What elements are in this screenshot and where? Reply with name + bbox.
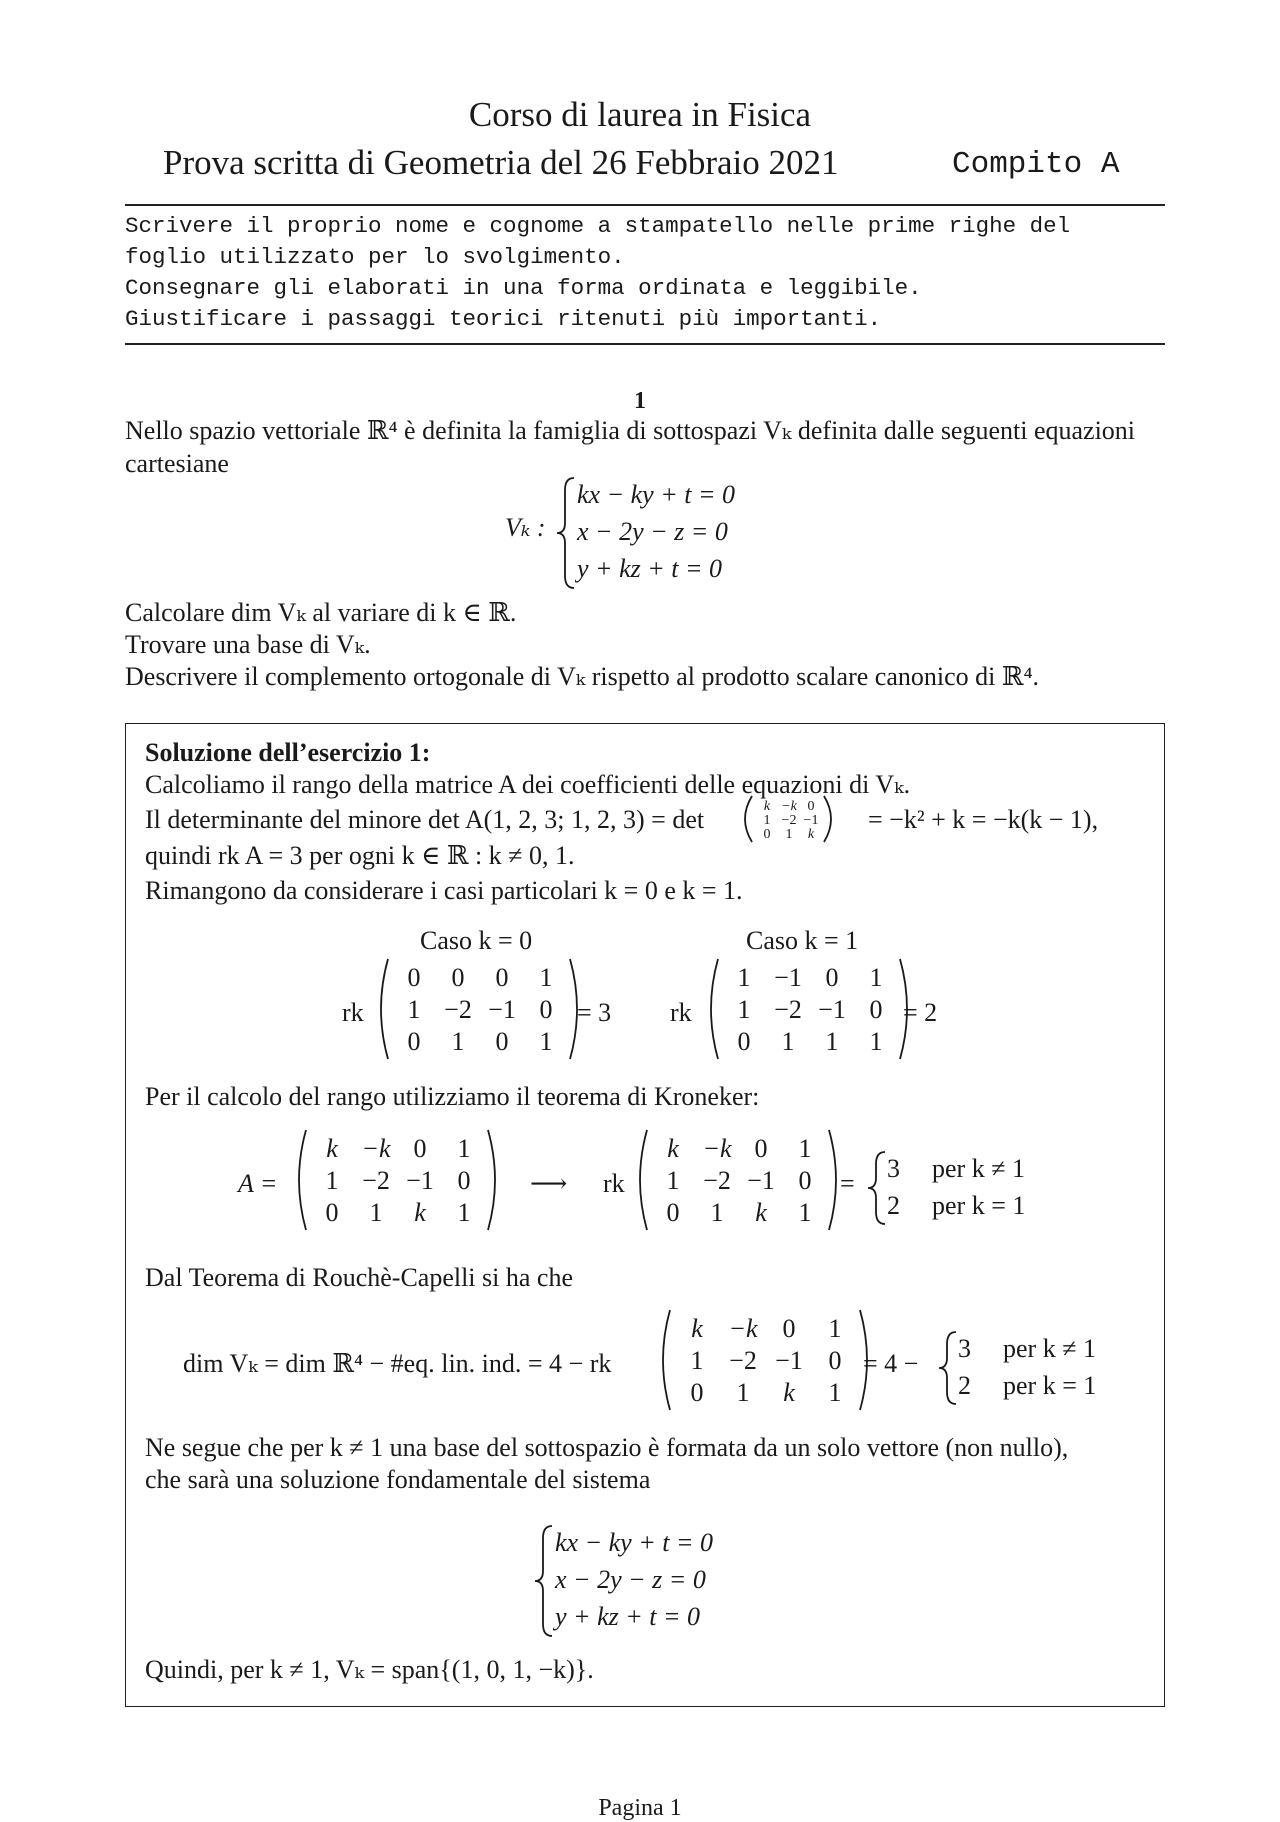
page-number: Pagina 1 <box>598 1795 682 1821</box>
exercise-intro: Nello spazio vettoriale ℝ⁴ è definita la famiglia di sottospazi Vₖ definita dalle seguenti equazioni <box>125 416 1136 445</box>
matrix-a-label: A = <box>238 1169 278 1198</box>
matrix-entry: k <box>326 1134 338 1164</box>
matrix-entry: 0 <box>539 995 553 1025</box>
case0-result: = 3 <box>577 998 612 1027</box>
solution-line: Calcoliamo il rango della matrice A dei coefficienti delle equazioni di Vₖ. <box>145 770 911 799</box>
matrix-entry: 0 <box>495 963 509 993</box>
matrix-left-paren <box>663 1310 670 1410</box>
matrix-right-paren <box>829 1130 836 1230</box>
matrix-entry: 0 <box>407 963 421 993</box>
matrix-entry: 1 <box>785 827 793 843</box>
instruction-line: Consegnare gli elaborati in una forma ordinata e leggibile. <box>125 275 922 301</box>
matrix-right-paren <box>570 959 577 1059</box>
system-label: Vₖ : <box>505 513 546 542</box>
matrix-entry: 0 <box>413 1134 427 1164</box>
solution-line: = −k² + k = −k(k − 1), <box>868 805 1099 834</box>
matrix-entry: 0 <box>457 1166 471 1196</box>
instruction-line: Scrivere il proprio nome e cognome a stampatello nelle prime righe del <box>125 213 1071 239</box>
matrix-entry: 1 <box>763 813 771 829</box>
matrix-left-paren <box>711 959 718 1059</box>
exercise-number: 1 <box>634 388 646 414</box>
matrix-entry: 0 <box>828 1346 842 1376</box>
equation: kx − ky + t = 0 <box>555 1528 714 1557</box>
equation: y + kz + t = 0 <box>555 1602 701 1631</box>
case0-rk: rk <box>342 998 364 1027</box>
arrow-symbol: ⟶ <box>530 1169 568 1198</box>
matrix-entry: 0 <box>737 1027 751 1057</box>
matrix-entry: −k <box>702 1134 732 1164</box>
case-condition: per k = 1 <box>932 1191 1026 1220</box>
matrix-entry: 1 <box>737 963 751 993</box>
rouche-text: Dal Teorema di Rouchè-Capelli si ha che <box>145 1263 573 1292</box>
matrix-left-paren <box>745 796 752 842</box>
task-item: Descrivere il complemento ortogonale di Vₖ rispetto al prodotto scalare canonico di ℝ⁴. <box>125 662 1040 691</box>
case-value: 3 <box>958 1334 971 1363</box>
matrix-entry: −1 <box>775 1346 803 1376</box>
dim-expression: dim Vₖ = dim ℝ⁴ − #eq. lin. ind. = 4 − rk <box>183 1349 612 1378</box>
matrix-entry: 1 <box>798 1198 812 1228</box>
matrix-entry: −1 <box>774 963 802 993</box>
matrix-right-paren <box>860 1310 867 1410</box>
exam-title: Prova scritta di Geometria del 26 Febbraio 2021 <box>163 143 839 182</box>
matrix-left-paren <box>381 959 388 1059</box>
matrix-entry: −k <box>781 799 797 815</box>
matrix-entry: k <box>807 827 815 843</box>
matrix-right-paren <box>900 959 907 1059</box>
matrix-entry: −2 <box>781 813 797 829</box>
matrix-entry: 1 <box>666 1166 680 1196</box>
matrix-entry: 1 <box>737 995 751 1025</box>
solution-line: Il determinante del minore det A(1, 2, 3; 1, 2, 3) = det <box>145 805 705 834</box>
matrix-entry: −1 <box>406 1166 434 1196</box>
equation: y + kz + t = 0 <box>577 554 723 583</box>
matrix-entry: −2 <box>729 1346 757 1376</box>
matrix-entry: 1 <box>828 1314 842 1344</box>
matrix-entry: 1 <box>736 1378 750 1408</box>
conclusion-line: Ne segue che per k ≠ 1 una base del sottospazio è formata da un solo vettore (non nullo), <box>145 1433 1069 1462</box>
dim-cases-brace <box>939 1332 956 1404</box>
matrix-entry: 1 <box>869 1027 883 1057</box>
solution-line: quindi rk A = 3 per ogni k ∈ ℝ : k ≠ 0, 1. <box>145 841 575 870</box>
matrix-entry: 1 <box>781 1027 795 1057</box>
matrix-entry: −2 <box>444 995 472 1025</box>
case-condition: per k = 1 <box>1003 1371 1097 1400</box>
instruction-line: foglio utilizzato per lo svolgimento. <box>125 244 625 270</box>
matrix-entry: 1 <box>539 963 553 993</box>
matrix-entry: 0 <box>407 1027 421 1057</box>
matrix-entry: 0 <box>807 799 815 815</box>
matrix-entry: 0 <box>798 1166 812 1196</box>
matrix-entry: 1 <box>539 1027 553 1057</box>
matrix-entry: 1 <box>798 1134 812 1164</box>
task-item: Calcolare dim Vₖ al variare di k ∈ ℝ. <box>125 598 517 627</box>
conclusion-line: che sarà una soluzione fondamentale del sistema <box>145 1465 651 1494</box>
final-answer: Quindi, per k ≠ 1, Vₖ = span{(1, 0, 1, −k)}. <box>145 1655 594 1684</box>
matrix-entry: 0 <box>451 963 465 993</box>
matrix-entry: 0 <box>869 995 883 1025</box>
system2-brace <box>535 1526 552 1636</box>
matrix-entry: k <box>755 1198 767 1228</box>
rank-equals: = <box>840 1169 855 1198</box>
system-brace <box>557 478 574 588</box>
matrix-entry: −1 <box>818 995 846 1025</box>
matrix-entry: 1 <box>407 995 421 1025</box>
matrix-entry: 1 <box>451 1027 465 1057</box>
instruction-line: Giustificare i passaggi teorici ritenuti più importanti. <box>125 306 882 332</box>
matrix-entry: 0 <box>782 1314 796 1344</box>
matrix-entry: 1 <box>690 1346 704 1376</box>
matrix-entry: k <box>691 1314 703 1344</box>
case-condition: per k ≠ 1 <box>932 1154 1025 1183</box>
matrix-entry: k <box>783 1378 795 1408</box>
matrix-left-paren <box>640 1130 647 1230</box>
matrix-entry: 0 <box>754 1134 768 1164</box>
equation: x − 2y − z = 0 <box>577 517 728 546</box>
kroneker-text: Per il calcolo del rango utilizziamo il teorema di Kroneker: <box>145 1082 760 1111</box>
matrix-left-paren <box>299 1130 306 1230</box>
matrix-entry: 1 <box>325 1166 339 1196</box>
equation: kx − ky + t = 0 <box>577 480 736 509</box>
matrix-entry: 1 <box>457 1134 471 1164</box>
matrix-entry: −1 <box>803 813 819 829</box>
case1-label: Caso k = 1 <box>746 926 859 955</box>
matrix-entry: 0 <box>495 1027 509 1057</box>
matrix-entry: 1 <box>869 963 883 993</box>
case-value: 2 <box>958 1371 971 1400</box>
matrix-entry: −k <box>728 1314 758 1344</box>
case-value: 2 <box>887 1191 900 1220</box>
case1-result: = 2 <box>903 998 938 1027</box>
exam-variant-badge: Compito A <box>952 147 1120 182</box>
matrix-entry: 1 <box>825 1027 839 1057</box>
case-value: 3 <box>887 1154 900 1183</box>
task-item: Trovare una base di Vₖ. <box>125 630 371 659</box>
matrix-entry: 0 <box>763 827 771 843</box>
matrix-entry: 1 <box>710 1198 724 1228</box>
case-condition: per k ≠ 1 <box>1003 1334 1096 1363</box>
exercise-intro-cont: cartesiane <box>125 449 229 478</box>
matrix-right-paren <box>488 1130 495 1230</box>
matrix-entry: −2 <box>362 1166 390 1196</box>
dim-mid: = 4 − <box>863 1349 919 1378</box>
matrix-entry: 0 <box>666 1198 680 1228</box>
matrix-entry: k <box>763 799 771 815</box>
matrix-entry: 0 <box>325 1198 339 1228</box>
equation: x − 2y − z = 0 <box>555 1565 706 1594</box>
matrix-entry: 0 <box>825 963 839 993</box>
matrix-entry: 1 <box>369 1198 383 1228</box>
matrix-entry: −1 <box>747 1166 775 1196</box>
matrix-entry: 1 <box>457 1198 471 1228</box>
matrix-entry: −2 <box>774 995 802 1025</box>
matrix-entry: 0 <box>690 1378 704 1408</box>
matrix-right-paren <box>824 796 831 842</box>
matrix-entry: −1 <box>488 995 516 1025</box>
matrix-entry: k <box>667 1134 679 1164</box>
matrix-entry: −2 <box>703 1166 731 1196</box>
solution-line: Rimangono da considerare i casi particolari k = 0 e k = 1. <box>145 876 743 905</box>
case1-rk: rk <box>670 998 692 1027</box>
course-title: Corso di laurea in Fisica <box>468 95 812 134</box>
solution-heading: Soluzione dell’esercizio 1: <box>145 738 431 767</box>
matrix-entry: k <box>414 1198 426 1228</box>
matrix-entry: −k <box>361 1134 391 1164</box>
case0-label: Caso k = 0 <box>420 926 533 955</box>
rank-cases-brace <box>868 1152 885 1224</box>
rank-rk: rk <box>603 1169 625 1198</box>
matrix-entry: 1 <box>828 1378 842 1408</box>
